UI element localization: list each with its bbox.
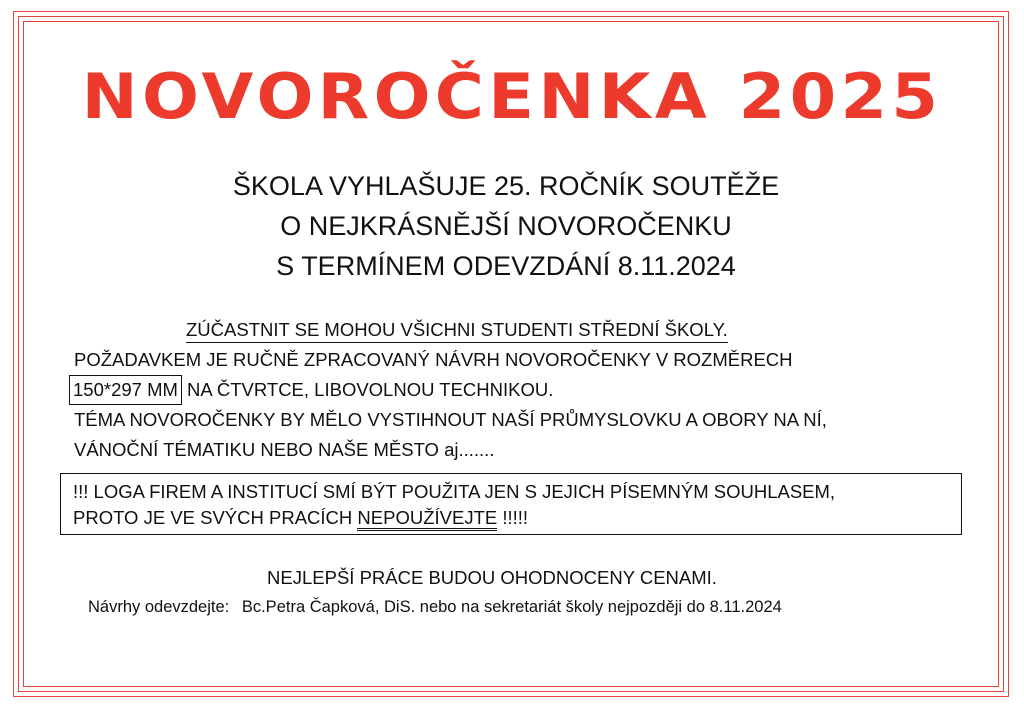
submit-rest: nebo na sekretariát školy nejpozději do 8.11.2024 <box>419 598 782 616</box>
warning-box <box>60 473 962 535</box>
contact-person: Bc.Petra Čapková, DiS. <box>241 598 416 616</box>
size-rest: NA ČTVRTCE, LIBOVOLNOU TECHNIKOU. <box>181 379 554 400</box>
page-title: NOVOROČENKA 2025 <box>81 60 943 133</box>
announcement-heading <box>0 166 1018 286</box>
participants-line: ZÚČASTNIT SE MOHOU VŠICHNI STUDENTI STŘEDNÍ ŠKOLY. <box>74 315 954 345</box>
theme-line-2: VÁNOČNÍ TÉMATIKU NEBO NAŠE MĚSTO aj....... <box>74 439 495 460</box>
rules-text <box>74 315 954 465</box>
heading-line-2: O NEJKRÁSNĚJŠÍ NOVOROČENKU <box>280 211 732 241</box>
requirement-line: POŽADAVKEM JE RUČNĚ ZPRACOVANÝ NÁVRH NOVOROČENKY V ROZMĚRECH <box>74 349 793 370</box>
submit-info <box>88 598 782 617</box>
heading-line-1: ŠKOLA VYHLAŠUJE 25. ROČNÍK SOUTĚŽE <box>232 171 780 201</box>
warning-line-1: !!! LOGA FIREM A INSTITUCÍ SMÍ BÝT POUŽITA JEN S JEJICH PÍSEMNÝM SOUHLASEM, <box>73 481 836 502</box>
size-box: 150*297 MM <box>69 375 182 405</box>
heading-line-3: S TERMÍNEM ODEVZDÁNÍ 8.11.2024 <box>276 251 736 281</box>
warning-line-2: PROTO JE VE SVÝCH PRACÍCH NEPOUŽÍVEJTE !!!!! <box>73 505 949 531</box>
prizes-line: NEJLEPŠÍ PRÁCE BUDOU OHODNOCENY CENAMI. <box>267 567 717 588</box>
submit-label: Návrhy odevzdejte: <box>88 598 230 616</box>
warning-emphasis: NEPOUŽÍVEJTE <box>357 507 497 531</box>
theme-line-1: TÉMA NOVOROČENKY BY MĚLO VYSTIHNOUT NAŠÍ PRŮMYSLOVKU A OBORY NA NÍ, <box>74 409 827 430</box>
size-line <box>74 375 954 405</box>
